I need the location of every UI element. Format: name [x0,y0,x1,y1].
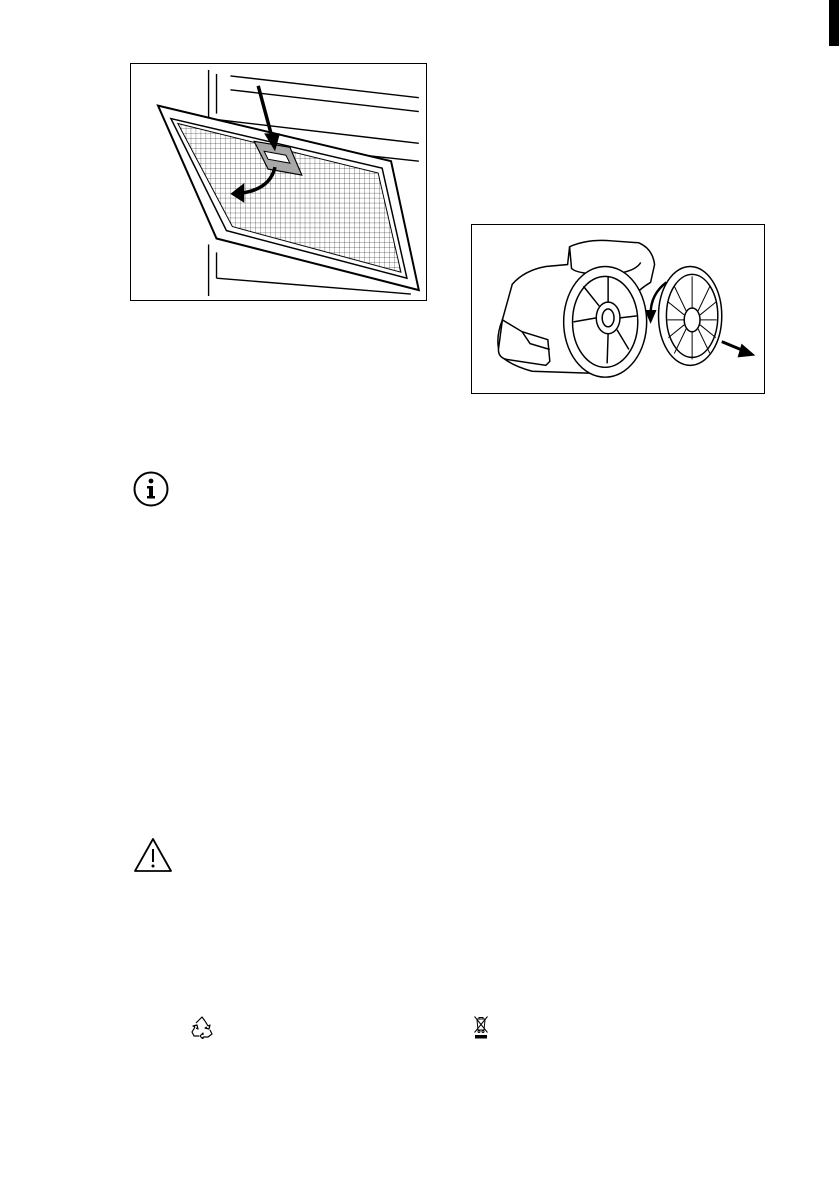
page-edge-tab [829,0,839,46]
info-icon [133,471,169,507]
crossed-out-bin-icon [473,1014,489,1040]
grease-filter-figure [130,63,427,301]
warning-triangle-icon [133,837,173,873]
carbon-filter-figure [471,224,765,394]
carbon-filter-disc [659,267,722,366]
recycle-icon [190,1015,214,1039]
pull-out-arrow-icon [738,344,756,358]
